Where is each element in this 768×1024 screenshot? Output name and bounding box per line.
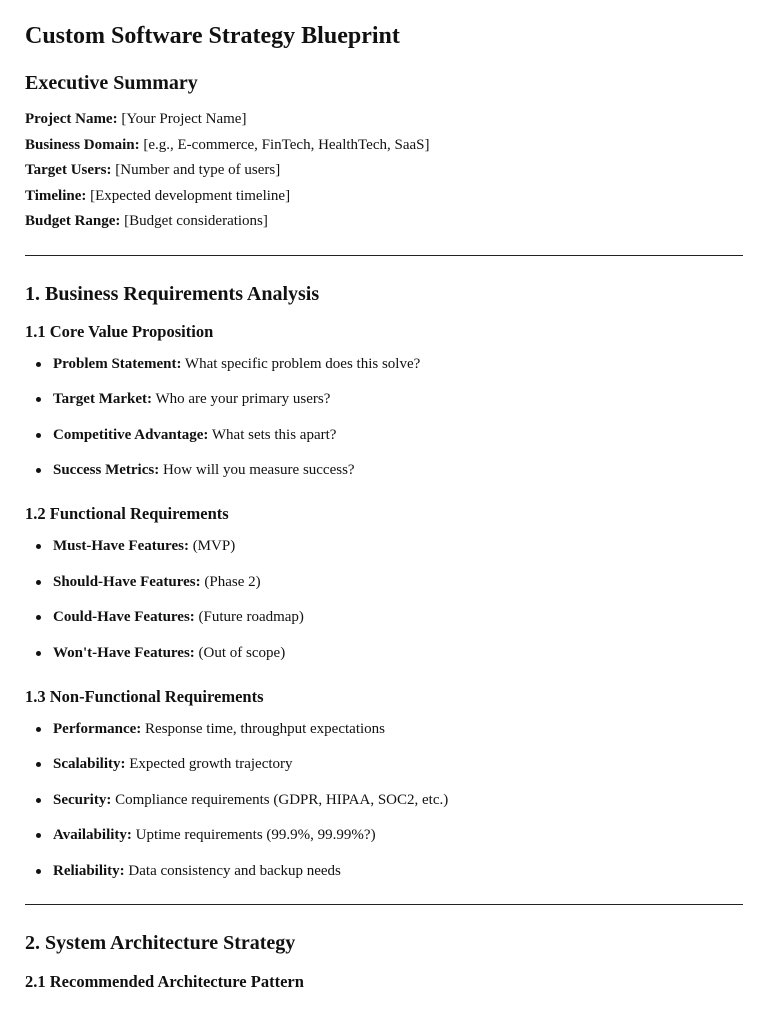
bullet-icon [36,544,41,549]
item-text: (Out of scope) [198,644,286,661]
field-value: [e.g., E-commerce, FinTech, HealthTech, SaaS] [143,136,430,153]
item-text: (Phase 2) [204,573,261,590]
item-label: Problem Statement: [53,355,182,372]
field-label: Project Name: [25,111,118,127]
item-text: (Future roadmap) [198,609,304,625]
item-text: Data consistency and backup needs [128,862,341,879]
item-label: Security: [53,791,112,808]
item-text: How will you measure success? [162,462,355,478]
bullet-icon [36,468,41,473]
non-functional-list [25,719,743,881]
bullet-icon [36,727,41,732]
list-item [25,607,743,627]
bullet-icon [36,580,41,585]
list-item [25,861,743,881]
item-label: Could-Have Features: [53,609,195,625]
architecture-pattern-heading: 2.1 Recommended Architecture Pattern [25,971,304,991]
field-label: Target Users: [25,162,112,178]
bullet-icon [36,869,41,874]
field-value: [Your Project Name] [121,111,247,127]
field-label: Budget Range: [25,213,121,229]
field-label: Timeline: [25,187,87,204]
item-text: Expected growth trajectory [129,756,293,772]
list-item [25,536,743,556]
item-label: Competitive Advantage: [53,426,209,443]
item-text: What sets this apart? [211,426,337,443]
bullet-icon [36,615,41,620]
field-value: [Expected development timeline] [90,187,291,204]
item-label: Won't-Have Features: [53,644,195,661]
core-value-heading: 1.1 Core Value Proposition [25,321,214,341]
field-label: Business Domain: [25,136,140,153]
list-item [25,643,743,663]
item-label: Scalability: [53,756,126,772]
item-label: Availability: [53,827,132,843]
non-functional-heading: 1.3 Non-Functional Requirements [25,686,264,706]
section-divider [25,904,743,905]
bullet-icon [36,762,41,767]
list-item [25,460,743,480]
bullet-icon [36,798,41,803]
executive-summary-fields [25,107,743,235]
item-text: Response time, throughput expectations [145,720,385,737]
item-text: Who are your primary users? [155,391,331,407]
field-target-users [25,158,743,184]
field-project-name [25,107,743,133]
list-item [25,354,743,374]
item-label: Success Metrics: [53,462,160,478]
functional-heading: 1.2 Functional Requirements [25,504,229,523]
functional-list [25,536,743,663]
list-item [25,825,743,845]
section-divider [25,255,743,256]
field-value: [Number and type of users] [115,162,281,178]
bullet-icon [36,362,41,367]
list-item [25,790,743,810]
field-value: [Budget considerations] [124,213,268,229]
item-label: Performance: [53,720,142,737]
bullet-icon [36,433,41,438]
list-item [25,425,743,445]
item-label: Target Market: [53,391,152,407]
field-budget-range [25,209,743,235]
document-title: Custom Software Strategy Blueprint [25,23,400,49]
bullet-icon [36,397,41,402]
item-text: What specific problem does this solve? [184,355,421,372]
list-item [25,754,743,774]
field-business-domain [25,133,743,159]
item-text: Compliance requirements (GDPR, HIPAA, SOC2, etc.) [115,791,449,808]
section1-heading: 1. Business Requirements Analysis [25,282,320,305]
item-label: Reliability: [53,862,125,879]
item-text: (MVP) [192,538,236,554]
list-item [25,719,743,739]
section2-heading: 2. System Architecture Strategy [25,931,296,954]
field-timeline [25,184,743,210]
list-item [25,572,743,592]
core-value-list [25,354,743,481]
item-text: Uptime requirements (99.9%, 99.99%?) [135,827,376,843]
bullet-icon [36,651,41,656]
bullet-icon [36,833,41,838]
item-label: Must-Have Features: [53,538,189,554]
item-label: Should-Have Features: [53,573,201,590]
executive-summary-heading: Executive Summary [25,72,198,94]
list-item [25,389,743,409]
